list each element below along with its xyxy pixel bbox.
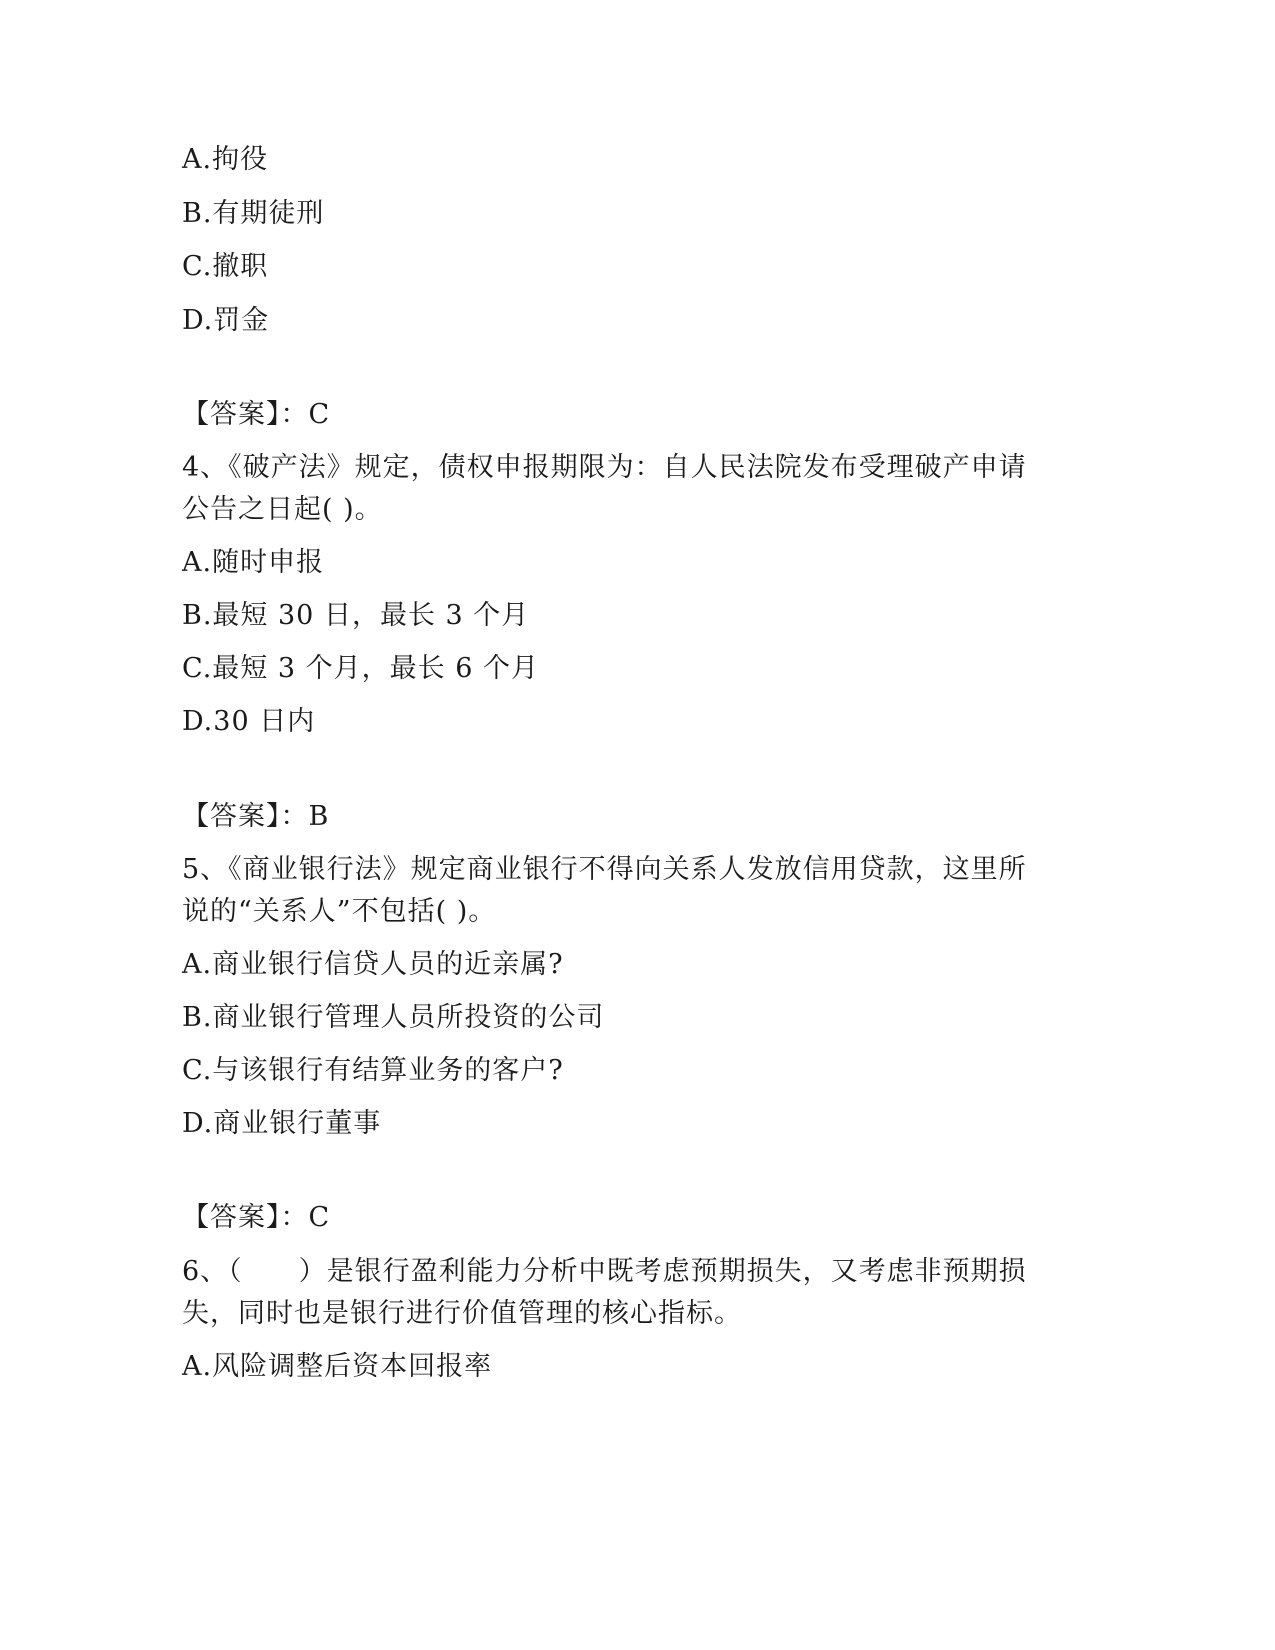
q6-option-a: A.风险调整后资本回报率 bbox=[182, 1351, 493, 1382]
q5-answer: 【答案】：C bbox=[182, 1202, 331, 1233]
q3-option-a: A.拘役 bbox=[182, 144, 269, 175]
q3-option-c: C.撤职 bbox=[182, 251, 269, 282]
q5-option-a: A.商业银行信贷人员的近亲属? bbox=[182, 949, 564, 980]
q4-stem-line2: 公告之日起( )。 bbox=[182, 494, 383, 525]
q5-option-b: B.商业银行管理人员所投资的公司 bbox=[182, 1002, 605, 1033]
q5-option-d: D.商业银行董事 bbox=[182, 1108, 382, 1139]
q4-option-d: D.30 日内 bbox=[182, 706, 316, 737]
q5-option-c: C.与该银行有结算业务的客户? bbox=[182, 1055, 564, 1086]
q6-stem-line1: 6、（ ）是银行盈利能力分析中既考虑预期损失，又考虑非预期损 bbox=[182, 1256, 1027, 1287]
q5-stem-line2: 说的“关系人”不包括( )。 bbox=[182, 896, 497, 927]
q4-answer: 【答案】：B bbox=[182, 801, 330, 832]
q3-answer: 【答案】：C bbox=[182, 399, 331, 430]
q3-option-b: B.有期徒刑 bbox=[182, 198, 325, 229]
q6-stem-line2: 失，同时也是银行进行价值管理的核心指标。 bbox=[182, 1298, 742, 1329]
q5-stem-line1: 5、《商业银行法》规定商业银行不得向关系人发放信用贷款，这里所 bbox=[182, 854, 1027, 885]
q4-option-b: B.最短 30 日，最长 3 个月 bbox=[182, 600, 530, 631]
q4-stem-line1: 4、《破产法》规定，债权申报期限为：自人民法院发布受理破产申请 bbox=[182, 452, 1027, 483]
q4-option-a: A.随时申报 bbox=[182, 547, 325, 578]
q4-option-c: C.最短 3 个月，最长 6 个月 bbox=[182, 653, 539, 684]
q3-option-d: D.罚金 bbox=[182, 305, 270, 336]
